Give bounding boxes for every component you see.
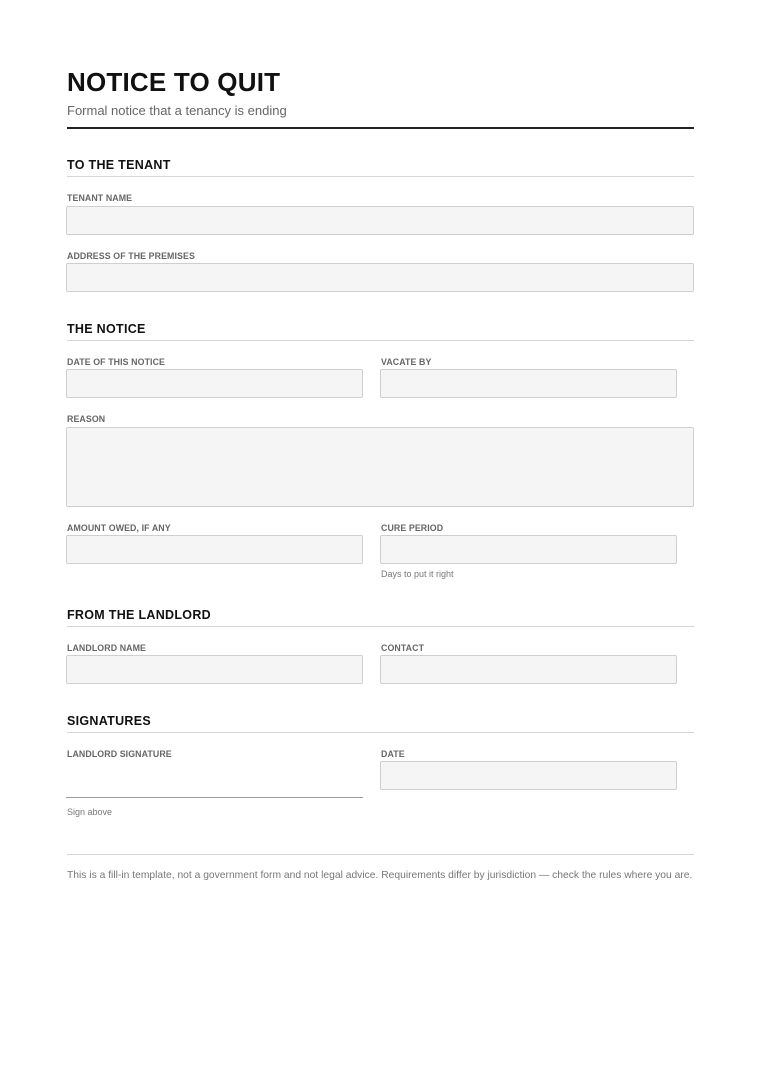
notice-date-field[interactable]	[66, 369, 363, 398]
reason-label: REASON	[67, 414, 106, 424]
section-heading-tenant: TO THE TENANT	[67, 158, 171, 172]
cure-period-field[interactable]	[380, 535, 677, 564]
cure-period-hint: Days to put it right	[381, 569, 454, 579]
landlord-signature-label: LANDLORD SIGNATURE	[67, 749, 172, 759]
section-heading-signatures: SIGNATURES	[67, 714, 152, 728]
footer-divider	[67, 854, 694, 855]
landlord-name-label: LANDLORD NAME	[67, 643, 146, 653]
section-divider	[67, 176, 694, 177]
title-divider	[67, 127, 694, 129]
signature-date-field[interactable]	[380, 761, 677, 790]
tenant-name-field[interactable]	[66, 206, 694, 235]
page-title: NOTICE TO QUIT	[67, 67, 281, 97]
disclaimer-note: This is a fill-in template, not a government form and not legal advice. Requirements differ by jurisdiction — check the rules where you are.	[67, 870, 693, 881]
page-subtitle: Formal notice that a tenancy is ending	[67, 103, 287, 118]
amount-owed-field[interactable]	[66, 535, 363, 564]
amount-owed-label: AMOUNT OWED, IF ANY	[67, 523, 171, 533]
section-divider	[67, 626, 694, 627]
contact-field[interactable]	[380, 655, 677, 684]
notice-date-label: DATE OF THIS NOTICE	[67, 357, 166, 367]
cure-period-label: CURE PERIOD	[381, 523, 444, 533]
contact-label: CONTACT	[381, 643, 425, 653]
section-divider	[67, 732, 694, 733]
signature-hint: Sign above	[67, 807, 113, 817]
vacate-by-label: VACATE BY	[381, 357, 432, 367]
section-heading-landlord: FROM THE LANDLORD	[67, 608, 211, 622]
tenant-name-label: TENANT NAME	[67, 193, 133, 203]
reason-textarea[interactable]	[66, 427, 694, 507]
address-field[interactable]	[66, 263, 694, 292]
section-heading-notice: THE NOTICE	[67, 322, 146, 336]
signature-line[interactable]	[66, 797, 363, 798]
vacate-by-field[interactable]	[380, 369, 677, 398]
signature-date-label: DATE	[381, 749, 405, 759]
section-divider	[67, 340, 694, 341]
landlord-name-field[interactable]	[66, 655, 363, 684]
address-label: ADDRESS OF THE PREMISES	[67, 251, 195, 261]
